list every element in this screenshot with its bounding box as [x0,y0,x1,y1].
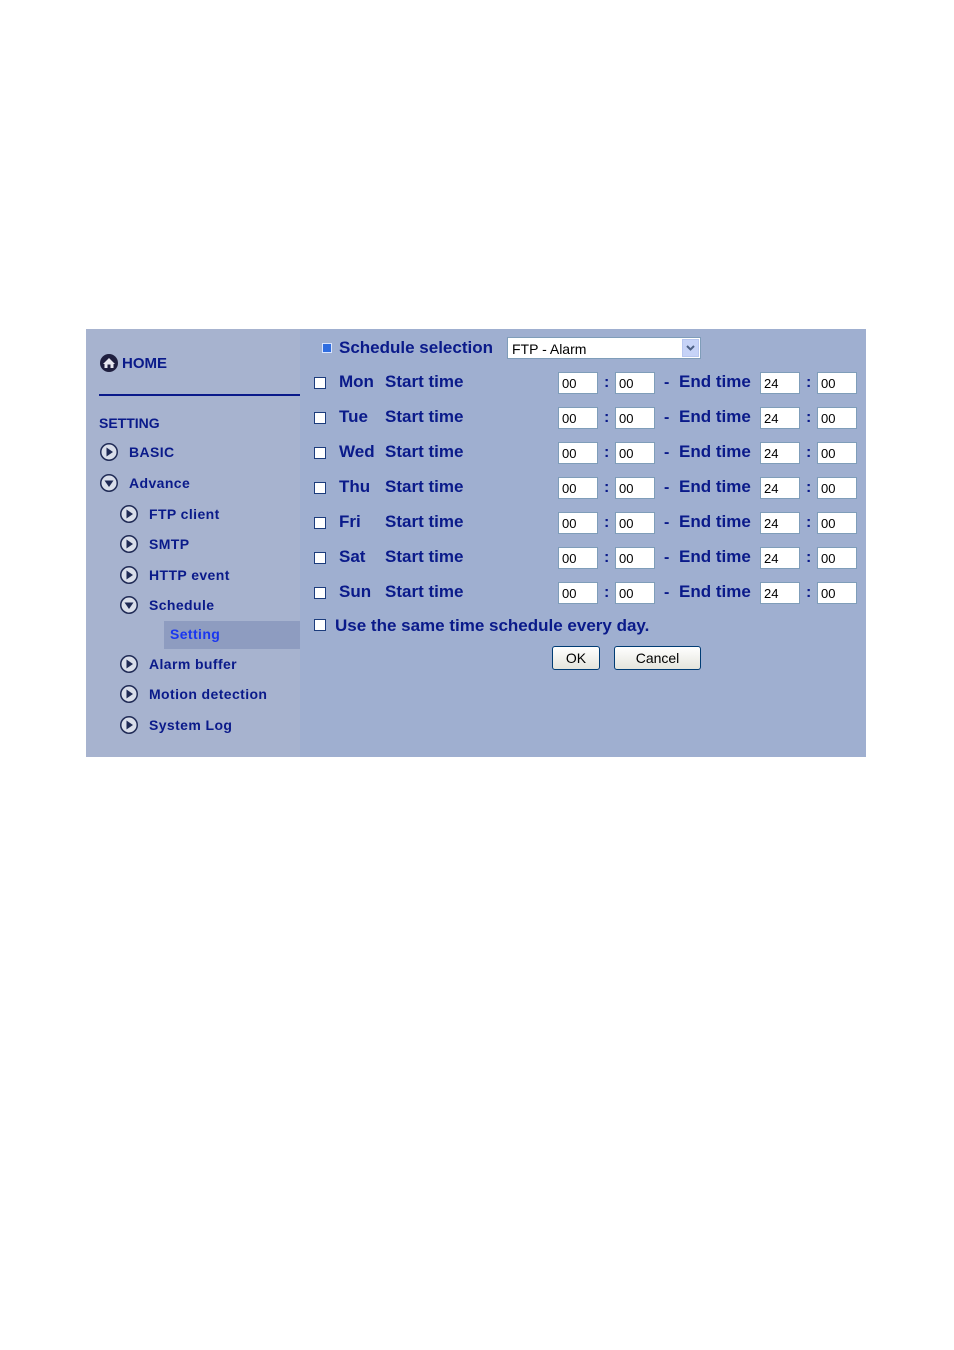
end-time-label: End time [679,512,751,531]
day-label: Tue [339,407,368,426]
sidebar-divider [99,394,300,396]
end-time-label: End time [679,442,751,461]
day-label: Sat [339,547,366,566]
sidebar-item-system-log[interactable] [119,715,232,735]
sidebar-item-label: Setting [170,626,221,642]
start-minute-input[interactable] [615,407,655,429]
end-hour-input[interactable] [760,582,800,604]
sidebar-item-basic[interactable] [99,442,175,462]
chevron-down-icon[interactable] [682,339,699,357]
schedule-row [300,371,866,395]
arrow-right-icon [119,684,139,704]
sidebar [86,329,300,757]
start-time-label: Start time [385,477,464,496]
sidebar-item-advance[interactable] [99,473,190,493]
arrow-right-icon [119,654,139,674]
day-label: Fri [339,512,361,531]
end-minute-input[interactable] [817,407,857,429]
schedule-row [300,511,866,535]
end-hour-input[interactable] [760,477,800,499]
end-hour-input[interactable] [760,547,800,569]
end-hour-input[interactable] [760,372,800,394]
schedule-row [300,406,866,430]
schedule-row [300,441,866,465]
end-time-label: End time [679,547,751,566]
end-hour-input[interactable] [760,407,800,429]
arrow-down-icon [119,595,139,615]
settings-panel [86,329,866,757]
end-time-label: End time [679,407,751,426]
day-checkbox[interactable] [314,552,326,564]
end-minute-input[interactable] [817,477,857,499]
colon-separator: : [806,549,812,566]
arrow-right-icon [119,715,139,735]
end-minute-input[interactable] [817,582,857,604]
start-minute-input[interactable] [615,582,655,604]
day-checkbox[interactable] [314,412,326,424]
dash-separator: - [664,444,670,461]
colon-separator: : [604,409,610,426]
dash-separator: - [664,584,670,601]
sidebar-item-alarm-buffer[interactable] [119,654,237,674]
arrow-down-icon [99,473,119,493]
start-time-label: Start time [385,512,464,531]
colon-separator: : [806,374,812,391]
schedule-form [300,329,866,757]
sidebar-item-label: Advance [129,475,191,491]
arrow-right-icon [119,504,139,524]
home-link[interactable] [99,353,167,373]
end-minute-input[interactable] [817,547,857,569]
home-icon [99,353,119,373]
same-schedule-checkbox[interactable] [314,619,326,631]
start-minute-input[interactable] [615,372,655,394]
sidebar-item-motion-detection[interactable] [119,684,267,704]
end-minute-input[interactable] [817,442,857,464]
day-label: Sun [339,582,372,601]
dash-separator: - [664,409,670,426]
same-schedule-label: Use the same time schedule every day. [335,616,650,635]
end-minute-input[interactable] [817,372,857,394]
start-time-label: Start time [385,582,464,601]
start-hour-input[interactable] [558,372,598,394]
dash-separator: - [664,479,670,496]
schedule-row [300,546,866,570]
schedule-row [300,476,866,500]
start-hour-input[interactable] [558,547,598,569]
colon-separator: : [604,514,610,531]
start-time-label: Start time [385,442,464,461]
end-minute-input[interactable] [817,512,857,534]
end-time-label: End time [679,582,751,601]
start-minute-input[interactable] [615,512,655,534]
sidebar-item-http-event[interactable] [119,565,230,585]
day-checkbox[interactable] [314,587,326,599]
colon-separator: : [604,584,610,601]
sidebar-item-label: System Log [149,717,233,733]
ok-button[interactable]: OK [552,646,600,670]
sidebar-item-smtp[interactable] [119,534,190,554]
start-hour-input[interactable] [558,477,598,499]
start-time-label: Start time [385,372,464,391]
sidebar-item-label: HTTP event [149,567,230,583]
sidebar-item-label: FTP client [149,506,220,522]
cancel-button[interactable]: Cancel [614,646,701,670]
sidebar-item-setting[interactable] [164,621,300,649]
dash-separator: - [664,514,670,531]
arrow-right-icon [119,534,139,554]
start-minute-input[interactable] [615,477,655,499]
colon-separator: : [806,409,812,426]
colon-separator: : [806,584,812,601]
sidebar-item-label: SMTP [149,536,190,552]
colon-separator: : [806,514,812,531]
start-time-label: Start time [385,547,464,566]
day-checkbox[interactable] [314,377,326,389]
day-label: Wed [339,442,375,461]
colon-separator: : [604,374,610,391]
end-hour-input[interactable] [760,442,800,464]
dash-separator: - [664,549,670,566]
colon-separator: : [604,549,610,566]
colon-separator: : [806,479,812,496]
home-label: HOME [122,354,167,372]
sidebar-item-label: Motion detection [149,686,268,702]
end-time-label: End time [679,372,751,391]
schedule-row [300,581,866,605]
day-label: Thu [339,477,371,496]
bullet-icon [322,343,332,353]
start-hour-input[interactable] [558,512,598,534]
sidebar-section-title: SETTING [99,415,160,431]
start-minute-input[interactable] [615,547,655,569]
arrow-right-icon [119,565,139,585]
sidebar-item-label: Schedule [149,597,215,613]
colon-separator: : [604,444,610,461]
colon-separator: : [604,479,610,496]
start-hour-input[interactable] [558,582,598,604]
end-hour-input[interactable] [760,512,800,534]
start-time-label: Start time [385,407,464,426]
same-schedule-row [300,615,866,639]
sidebar-item-label: Alarm buffer [149,656,238,672]
start-minute-input[interactable] [615,442,655,464]
colon-separator: : [806,444,812,461]
sidebar-item-schedule[interactable] [119,595,214,615]
schedule-selection-text: Schedule selection [339,338,493,357]
end-time-label: End time [679,477,751,496]
arrow-right-icon [99,442,119,462]
dash-separator: - [664,374,670,391]
day-checkbox[interactable] [314,517,326,529]
schedule-selection-label [322,338,493,358]
day-label: Mon [339,372,374,391]
schedule-selection-value: FTP - Alarm [512,341,587,357]
start-hour-input[interactable] [558,407,598,429]
schedule-selection-dropdown[interactable] [507,337,701,359]
day-checkbox[interactable] [314,482,326,494]
sidebar-item-ftp-client[interactable] [119,504,220,524]
day-checkbox[interactable] [314,447,326,459]
start-hour-input[interactable] [558,442,598,464]
sidebar-item-label: BASIC [129,444,175,460]
